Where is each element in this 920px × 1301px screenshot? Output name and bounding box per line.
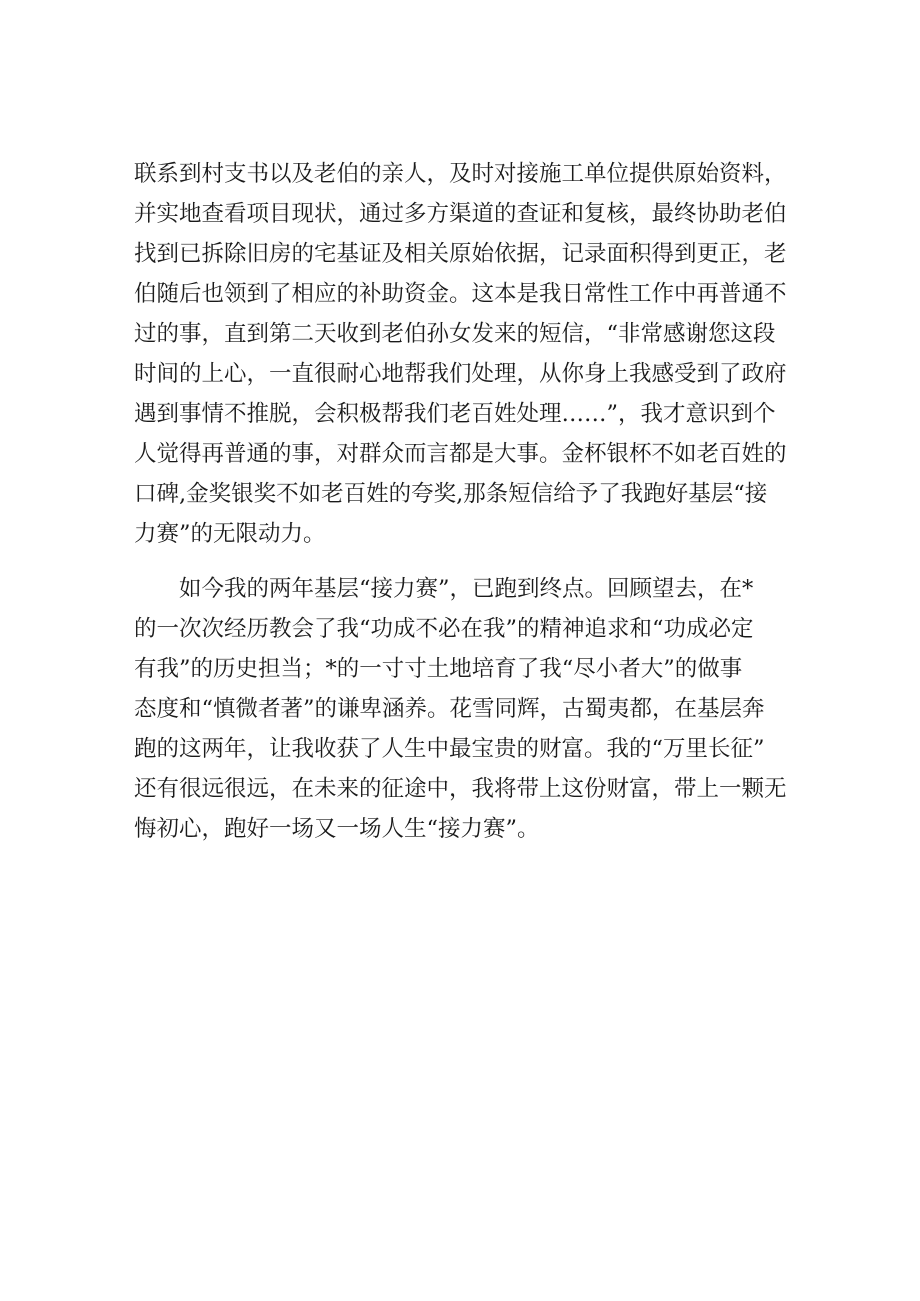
text-line: 有我”的历史担当；*的一寸寸土地培育了我“尽小者大”的做事 [134,656,743,682]
paragraph-2 [134,569,794,849]
text-line: 悔初心，跑好一场又一场人生“接力赛”。 [134,816,540,842]
text-line: 还有很远很远，在未来的征途中，我将带上这份财富，带上一颗无 [134,776,787,802]
text-line: 如今我的两年基层“接力赛”，已跑到终点。回顾望去，在* [134,576,754,602]
text-line: 过的事，直到第二天收到老伯孙女发来的短信，“非常感谢您这段 [134,321,776,347]
document-body [134,154,794,849]
text-line: 找到已拆除旧房的宅基证及相关原始依据，记录面积得到更正，老 [134,241,787,267]
text-line: 力赛”的无限动力。 [134,521,326,547]
text-line: 人觉得再普通的事，对群众而言都是大事。金杯银杯不如老百姓的 [134,441,787,467]
text-line: 遇到事情不推脱，会积极帮我们老百姓处理……”，我才意识到个 [134,401,776,427]
text-line: 联系到村支书以及老伯的亲人，及时对接施工单位提供原始资料， [134,161,787,187]
text-line: 跑的这两年，让我收获了人生中最宝贵的财富。我的“万里长征” [134,736,765,762]
text-line: 并实地查看项目现状，通过多方渠道的查证和复核，最终协助老伯 [134,201,787,227]
text-line: 的一次次经历教会了我“功成不必在我”的精神追求和“功成必定 [134,616,754,642]
paragraph-spacer [134,554,794,569]
text-line: 口碑,金奖银奖不如老百姓的夸奖,那条短信给予了我跑好基层“接 [134,481,768,507]
paragraph-1 [134,154,794,554]
text-line: 态度和“慎微者著”的谦卑涵养。花雪同辉，古蜀夷都，在基层奔 [134,696,765,722]
text-line: 时间的上心，一直很耐心地帮我们处理，从你身上我感受到了政府 [134,361,787,387]
text-line: 伯随后也领到了相应的补助资金。这本是我日常性工作中再普通不 [134,281,787,307]
